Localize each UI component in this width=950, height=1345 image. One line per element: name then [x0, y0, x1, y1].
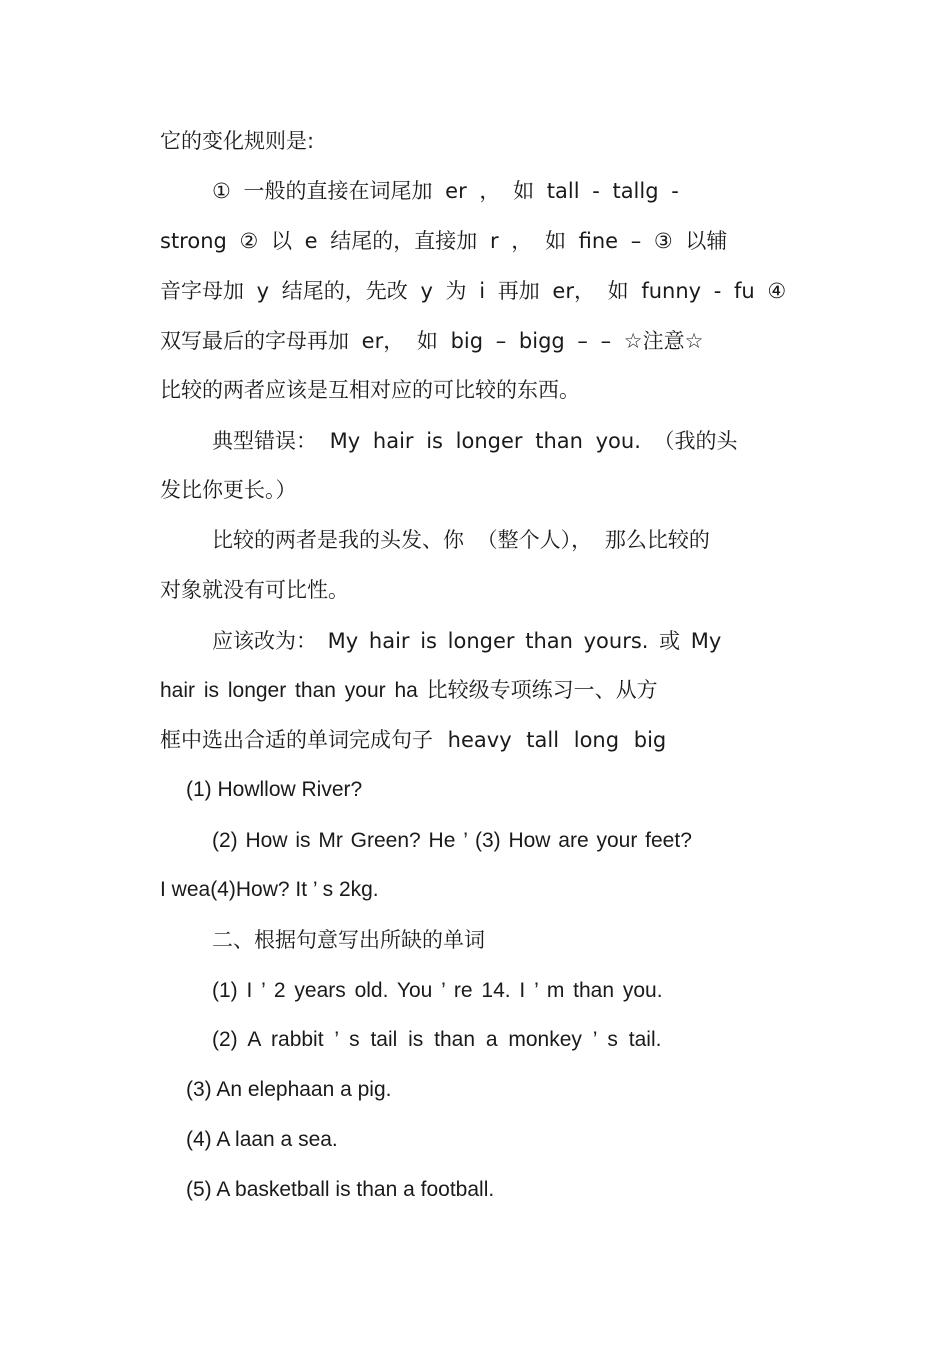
text-line: 它的变化规则是: — [160, 129, 315, 153]
text-line: 比较的两者应该是互相对应的可比较的东西。 — [160, 378, 580, 402]
text-line: 对象就没有可比性。 — [160, 578, 349, 602]
exercise-item: (2) How is Mr Green? He ’ (3) How are your feet? — [212, 829, 692, 852]
text-line: hair is longer than your ha 比较级专项练习一、从方 — [160, 679, 658, 702]
text-line: ① 一般的直接在词尾加 er ， 如 tall - tallg - — [212, 179, 679, 203]
text-line: 双写最后的字母再加 er， 如 big – bigg – – ☆注意☆ — [160, 329, 704, 353]
exercise-item: (1) Howllow River? — [186, 778, 363, 801]
text-line: 音字母加 y 结尾的，先改 y 为 i 再加 er， 如 funny - fu ④ — [160, 279, 787, 303]
text-line: 应该改为： My hair is longer than yours. 或 My — [212, 629, 722, 653]
section-heading: 二、根据句意写出所缺的单词 — [212, 928, 485, 952]
text-line: 发比你更长。） — [160, 478, 297, 502]
text-line: 比较的两者是我的头发、你 （整个人）， 那么比较的 — [212, 528, 710, 552]
exercise-item: (3) An elephaan a pig. — [186, 1078, 392, 1101]
text-line: 框中选出合适的单词完成句子 heavy tall long big — [160, 728, 667, 752]
exercise-item: I wea(4)How? It ’ s 2kg. — [160, 878, 379, 901]
text-line: strong ② 以 e 结尾的，直接加 r ， 如 fine – ③ 以辅 — [160, 229, 728, 253]
exercise-item: (4) A laan a sea. — [186, 1128, 338, 1151]
exercise-item: (5) A basketball is than a football. — [186, 1178, 495, 1201]
text-line: 典型错误： My hair is longer than you. （我的头 — [212, 429, 738, 453]
exercise-item: (1) I ’ 2 years old. You ’ re 14. I ’ m than you. — [212, 979, 663, 1002]
exercise-item: (2) A rabbit ’ s tail is than a monkey ’ s tail. — [212, 1028, 662, 1051]
